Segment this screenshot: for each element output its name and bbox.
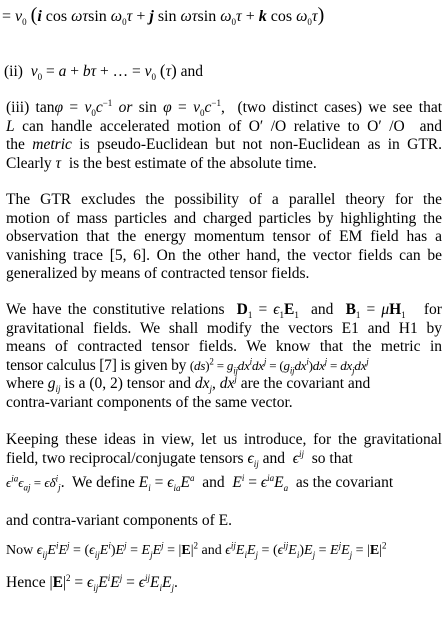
equation-hence: Hence $|E|^2 = \epsilon_{ij}E^iE^j = \epsilon^{ij}E_iE_j$. [6,572,178,594]
paragraph-keeping: Keeping these ideas in view, let us introduce, for the gravitational field, two reciprocal/conjugate tensors $\epsilon_{ij}$ and $\epsilon^{ij}$ so that $\epsilon^{ia}\epsilon_{aj} = \epsilon\delta^i_j$. We define $E_i = \epsilon_{ia}E^a$ and $E^i = \epsilon^{ia}E_a$ as the covariant [6,431,442,494]
item-iii: (iii) $\tan\varphi = v_0c^{-1}$ or $\sin \varphi = v_0c^{-1}$, (two distinct cases) we see that L can handle accelerated motion of O′ /O relative to O′ /O and the metric is pseudo-Euclidean but not non-Euclidean as in GTR. Clearly τ is the best estimate of the absolute time. [6,97,443,172]
paragraph-constitutive: We have the constitutive relations $D_1 = \epsilon_1E_1$ and $B_1 = \mu H_1$ for gravitational fields. We shall modify the vectors E1 and H1 by means of contracted tensor fields. We know that the metric in tensor calculus [7] is given by $(ds)^2 = g_{ij}dx^idx^j = (g_{ij}dx^i)dx^j = dx_jdx^j$ where $g_{ij}$ is a (0, 2) tensor and $dx_j$, $dx^j$ are the covariant and contra-variant components of the same vector. [6,301,442,411]
line-contra-variant: and contra-variant components of E. [6,512,232,529]
item-ii: (ii) $v_0 = a + b\tau$ + … = $v_0$ (τ) and [4,61,204,83]
equation-velocity-components: = $v_0$ (i cos ωτsin $\omega_0\tau + j$ sin ωτsin $\omega_0\tau + k$ $\cos \omega_0\tau$) [2,4,325,28]
equation-now: Now $\epsilon_{ij}E^iE^j = (\epsilon_{ij}E^i)E^j = E_jE^j = |E|^2$ and $\epsilon^{ij}E_iE_j = (\epsilon^{ij}E_i)E_j = E^jE_j = |E|^2$ [6,540,387,560]
paragraph-gtr: The GTR excludes the possibility of a parallel theory for the motion of mass particles and charged particles by highlighting the observation that the energy momentum tensor of EM field has a vanishing trace [5, 6]. On the other hand, the vector fields can be generalized by means of contracted tensor fields. [6,191,442,282]
